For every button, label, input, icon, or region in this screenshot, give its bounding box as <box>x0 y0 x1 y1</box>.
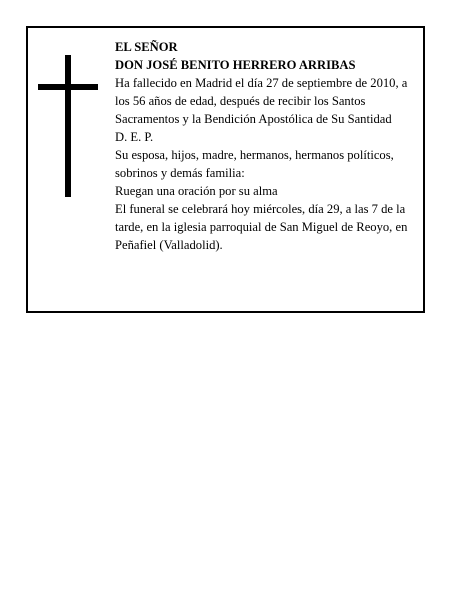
funeral-info-paragraph: El funeral se celebrará hoy miércoles, día 29, a las 7 de la tarde, en la iglesia parroquial de San Miguel de Reoyo, en Peñafiel (Valladolid). <box>115 202 408 252</box>
prayer-request-line: Ruegan una oración por su alma <box>115 184 278 198</box>
cross-icon-horizontal-bar <box>38 84 98 90</box>
family-paragraph: Su esposa, hijos, madre, hermanos, hermanos políticos, sobrinos y demás familia: <box>115 148 394 180</box>
rip-line: D. E. P. <box>115 130 154 144</box>
obituary-text-block <box>115 38 420 254</box>
notice-title-line2: DON JOSÉ BENITO HERRERO ARRIBAS <box>115 58 356 72</box>
cross-icon-vertical-bar <box>65 55 71 197</box>
death-info-paragraph: Ha fallecido en Madrid el día 27 de septiembre de 2010, a los 56 años de edad, después de recibir los Santos Sacramentos y la Bendición Apostólica de Su Santidad <box>115 76 408 126</box>
notice-title-line1: EL SEÑOR <box>115 40 178 54</box>
